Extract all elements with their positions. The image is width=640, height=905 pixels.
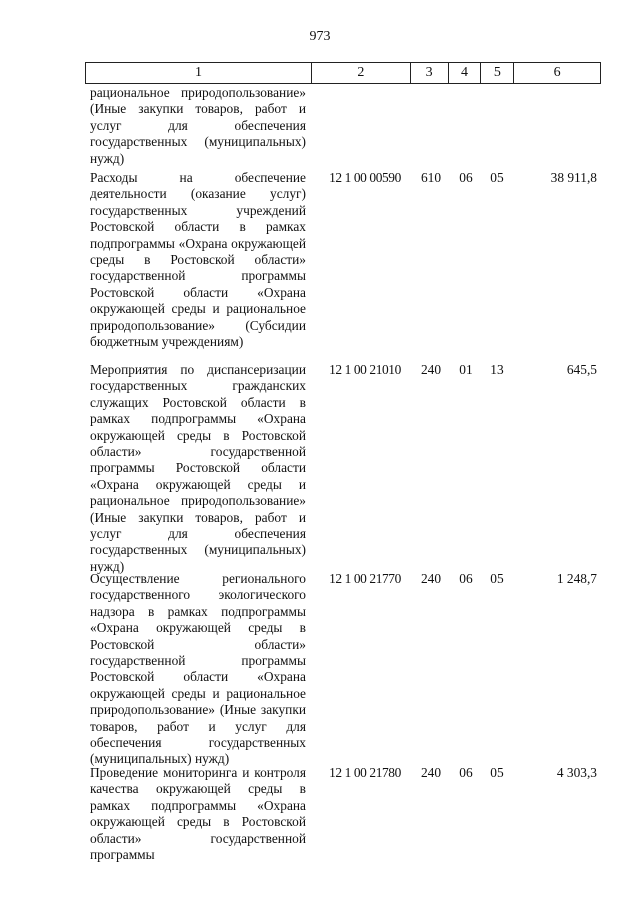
row-rz: 06 xyxy=(459,765,473,780)
header-col-6: 6 xyxy=(553,65,561,80)
row-description: Мероприятия по диспансеризации государственных гражданских служащих Ростовской области в рамках подпрограммы «Охрана окружающей среды в Ростовской области» государственной программы Ростовской области «Охрана окружающей среды и рациональное природопользование» (Иные закупки товаров, работ и услуг для обеспечения государственных (муниципальных) нужд) xyxy=(90,362,306,574)
row-sum: 645,5 xyxy=(566,362,597,377)
row-description: Осуществление регионального государственного экологического надзора в рамках подпрограммы «Охрана окружающей среды в Ростовской области» государственной программы Ростовской области «Охрана окружающей среды и рациональное природопользование» (Иные закупки товаров, работ и услуг для обеспечения государственных (муниципальных) нужд) xyxy=(90,571,306,767)
row-code: 12 1 00 21780 xyxy=(329,765,401,780)
row-description: рациональное природопользование» (Иные закупки товаров, работ и услуг для обеспечения государственных (муниципальных) нужд) xyxy=(90,85,306,166)
header-col-5: 5 xyxy=(481,63,514,83)
header-col-3: 3 xyxy=(411,63,449,83)
row-code: 12 1 00 21010 xyxy=(329,362,401,377)
row-pr: 05 xyxy=(490,571,504,586)
row-description: Проведение мониторинга и контроля качества окружающей среды в рамках подпрограммы «Охрана окружающей среды в Ростовской области» государственной программы xyxy=(90,765,306,863)
row-rz: 01 xyxy=(459,362,473,377)
row-pr: 05 xyxy=(490,765,504,780)
row-code: 12 1 00 00590 xyxy=(329,170,401,185)
row-vr: 240 xyxy=(420,765,442,780)
row-pr: 13 xyxy=(490,362,504,377)
row-pr: 05 xyxy=(490,170,504,185)
header-col-4: 4 xyxy=(449,63,482,83)
row-vr: 240 xyxy=(420,362,442,377)
header-col-2: 2 xyxy=(312,63,411,83)
row-rz: 06 xyxy=(459,170,473,185)
row-sum: 1 248,7 xyxy=(556,571,597,586)
row-sum: 4 303,3 xyxy=(556,765,597,780)
row-vr: 610 xyxy=(420,170,442,185)
row-code: 12 1 00 21770 xyxy=(329,571,401,586)
row-description: Расходы на обеспечение деятельности (оказание услуг) государственных учреждений Ростовской области в рамках подпрограммы «Охрана окружающей среды в Ростовской области» государственной программы Ростовской области «Охрана окружающей среды и рациональное природопользование» (Субсидии бюджетным учреждениям) xyxy=(90,170,306,350)
table-header xyxy=(85,62,601,84)
page-number: 973 xyxy=(309,29,331,44)
row-rz: 06 xyxy=(459,571,473,586)
header-col-1: 1 xyxy=(86,63,312,83)
row-sum: 38 911,8 xyxy=(550,170,597,185)
row-vr: 240 xyxy=(420,571,442,586)
